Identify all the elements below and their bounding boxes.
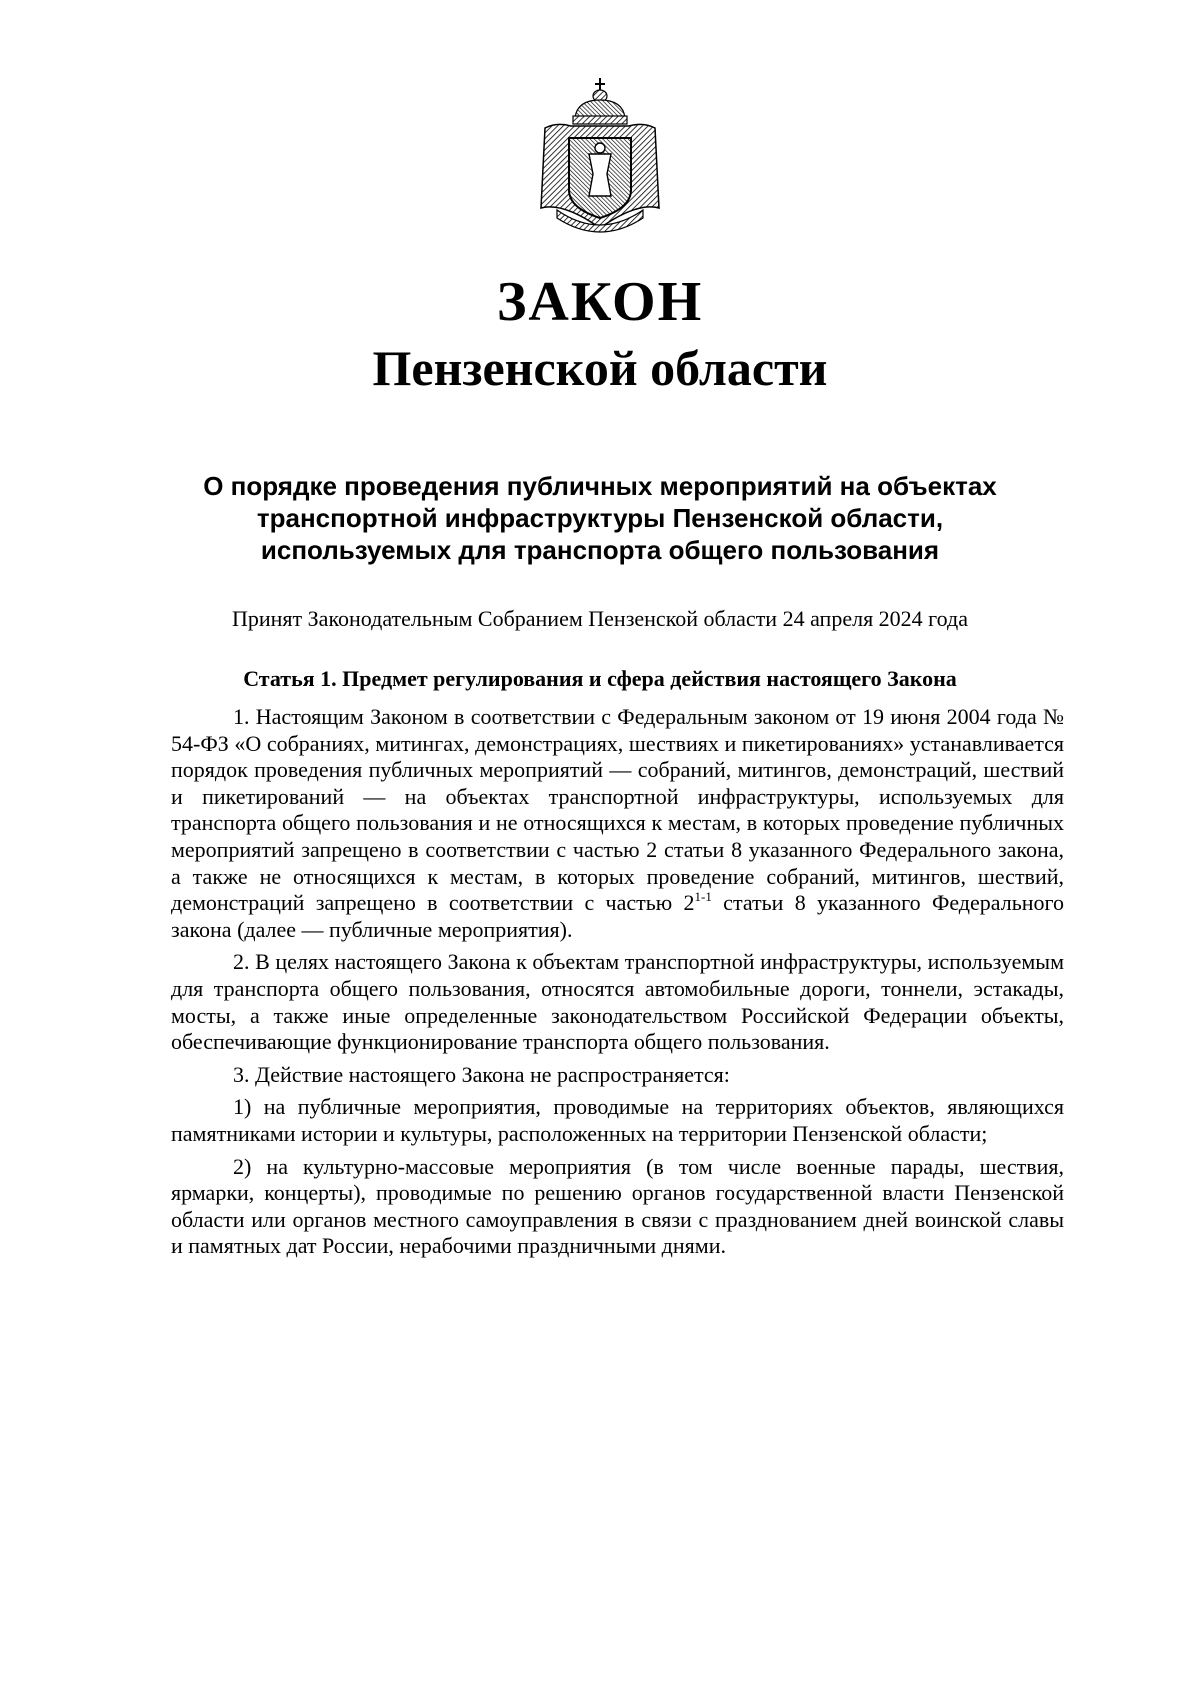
- article-1-item-2: 2) на культурно-массовые мероприятия (в том числе военные парады, шествия, ярмарки, концерты), проводимые по решению органов государственной власти Пензенской области или органов местного самоуправления в связи с празднованием дней воинской славы и памятных дат России, нерабочими праздничными днями.: [171, 1153, 1064, 1259]
- adoption-note: Принят Законодательным Собранием Пензенской области 24 апреля 2024 года: [231, 606, 968, 631]
- subject-line-1: О порядке проведения публичных мероприятий на объектах: [203, 471, 997, 501]
- coat-of-arms-emblem: [537, 78, 663, 236]
- subject-line-3: используемых для транспорта общего пользования: [260, 535, 940, 565]
- article-1-paragraph-1: [171, 704, 1064, 943]
- law-subject-title: [100, 470, 1100, 566]
- paragraph-1-text: 1. Настоящим Законом в соответствии с Федеральным законом от 19 июня 2004 года № 54-ФЗ «О собраниях, митингах, демонстрациях, шествиях и пикетированиях» устанавливается порядок проведения публичных мероприятий — собраний, митингов, демонстраций, шествий и пикетирований — на объектах транспортной инфраструктуры, используемых для транспорта общего пользования и не относящихся к местам, в которых проведение публичных мероприятий запрещено в соответствии с частью 2 статьи 8 указанного Федерального закона, а также не относящихся к местам, в которых проведение собраний, митингов, шествий, демонстраций запрещено в соответствии с частью 2: [171, 704, 1064, 916]
- article-1-paragraph-3: 3. Действие настоящего Закона не распространяется:: [233, 1061, 730, 1087]
- paragraph-1-text-end: статьи 8 указанного Федерального закона (далее — публичные мероприятия).: [171, 890, 1064, 942]
- article-1-body: [171, 704, 1064, 1266]
- part-number-superscript: 1-1: [694, 889, 712, 905]
- article-1-paragraph-2: 2. В целях настоящего Закона к объектам транспортной инфраструктуры, используемым для транспорта общего пользования, относятся автомобильные дороги, тоннели, эстакады, мосты, а также иные определенные законодательством Российской Федерации объекты, обеспечивающие функционирование транспорта общего пользования.: [171, 949, 1064, 1055]
- article-1-item-1: 1) на публичные мероприятия, проводимые на территориях объектов, являющихся памятниками истории и культуры, расположенных на территории Пензенской области;: [171, 1094, 1064, 1146]
- article-1-heading: Статья 1. Предмет регулирования и сфера действия настоящего Закона: [243, 666, 957, 691]
- law-region-title: Пензенской области: [372, 340, 828, 396]
- subject-line-2: транспортной инфраструктуры Пензенской области,: [256, 503, 944, 533]
- law-title: ЗАКОН: [496, 271, 704, 333]
